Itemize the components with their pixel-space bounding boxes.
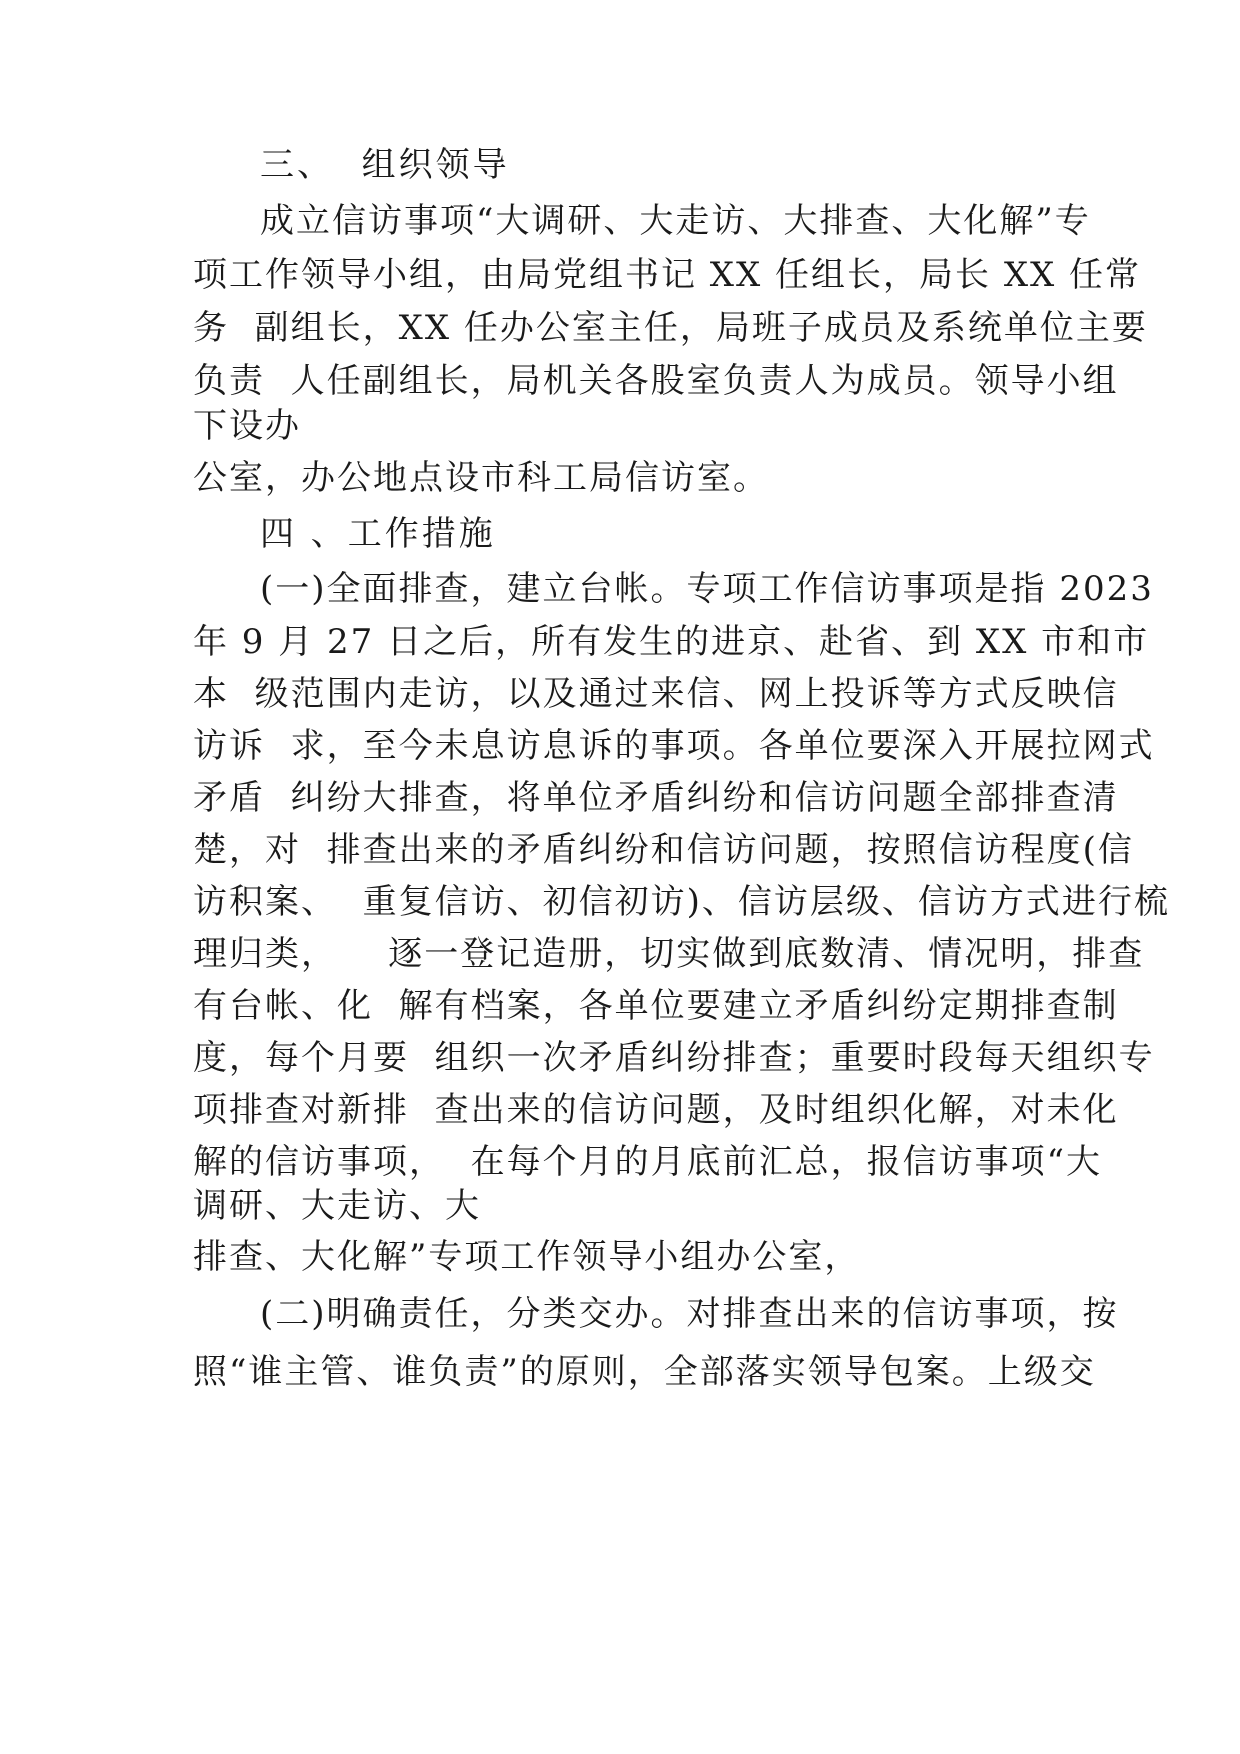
paragraph-line: 项排查对新排 查出来的信访问题，及时组织化解，对未化 [193,1090,1119,1130]
paragraph-line: 年 9 月 27 日之后，所有发生的进京、赴省、到 XX 市和市 [193,622,1150,662]
paragraph-line: 解的信访事项， 在每个月的月底前汇总，报信访事项“大 [193,1142,1102,1182]
paragraph-line: 公室，办公地点设市科工局信访室。 [193,458,769,498]
paragraph-line: 度，每个月要 组织一次矛盾纠纷排查；重要时段每天组织专 [193,1038,1155,1078]
paragraph-line: 调研、大走访、大 [193,1186,481,1226]
section-heading-work-measures: 四 、工作措施 [260,514,496,554]
paragraph-line: 下设办 [193,406,301,446]
paragraph-line: 负责 人任副组长，局机关各股室负责人为成员。领导小组 [193,361,1119,401]
paragraph-line: 成立信访事项“大调研、大走访、大排查、大化解”专 [260,201,1091,241]
paragraph-line: (二)明确责任，分类交办。对排查出来的信访事项，按 [260,1294,1119,1334]
paragraph-line: 排查、大化解”专项工作领导小组办公室， [193,1237,861,1277]
paragraph-line: 照“谁主管、谁负责”的原则，全部落实领导包案。上级交 [193,1352,1096,1392]
paragraph-line: (一)全面排查，建立台帐。专项工作信访事项是指 2023 [260,569,1154,609]
paragraph-line: 访诉 求，至今未息访息诉的事项。各单位要深入开展拉网式 [193,726,1155,766]
paragraph-line: 矛盾 纠纷大排查，将单位矛盾纠纷和信访问题全部排查清 [193,778,1119,818]
paragraph-line: 理归类， 逐一登记造册，切实做到底数清、情况明，排查 [193,934,1145,974]
paragraph-line: 有台帐、化 解有档案，各单位要建立矛盾纠纷定期排查制 [193,986,1119,1026]
section-heading-organization: 三、 组织领导 [260,145,510,185]
paragraph-line: 楚，对 排查出来的矛盾纠纷和信访问题，按照信访程度(信 [193,830,1134,870]
paragraph-line: 务 副组长，XX 任办公室主任，局班子成员及系统单位主要 [193,308,1148,348]
paragraph-line: 本 级范围内走访，以及通过来信、网上投诉等方式反映信 [193,674,1119,714]
paragraph-line: 项工作领导小组，由局党组书记 XX 任组长，局长 XX 任常 [193,255,1142,295]
paragraph-line: 访积案、 重复信访、初信初访)、信访层级、信访方式进行梳 [193,882,1170,922]
